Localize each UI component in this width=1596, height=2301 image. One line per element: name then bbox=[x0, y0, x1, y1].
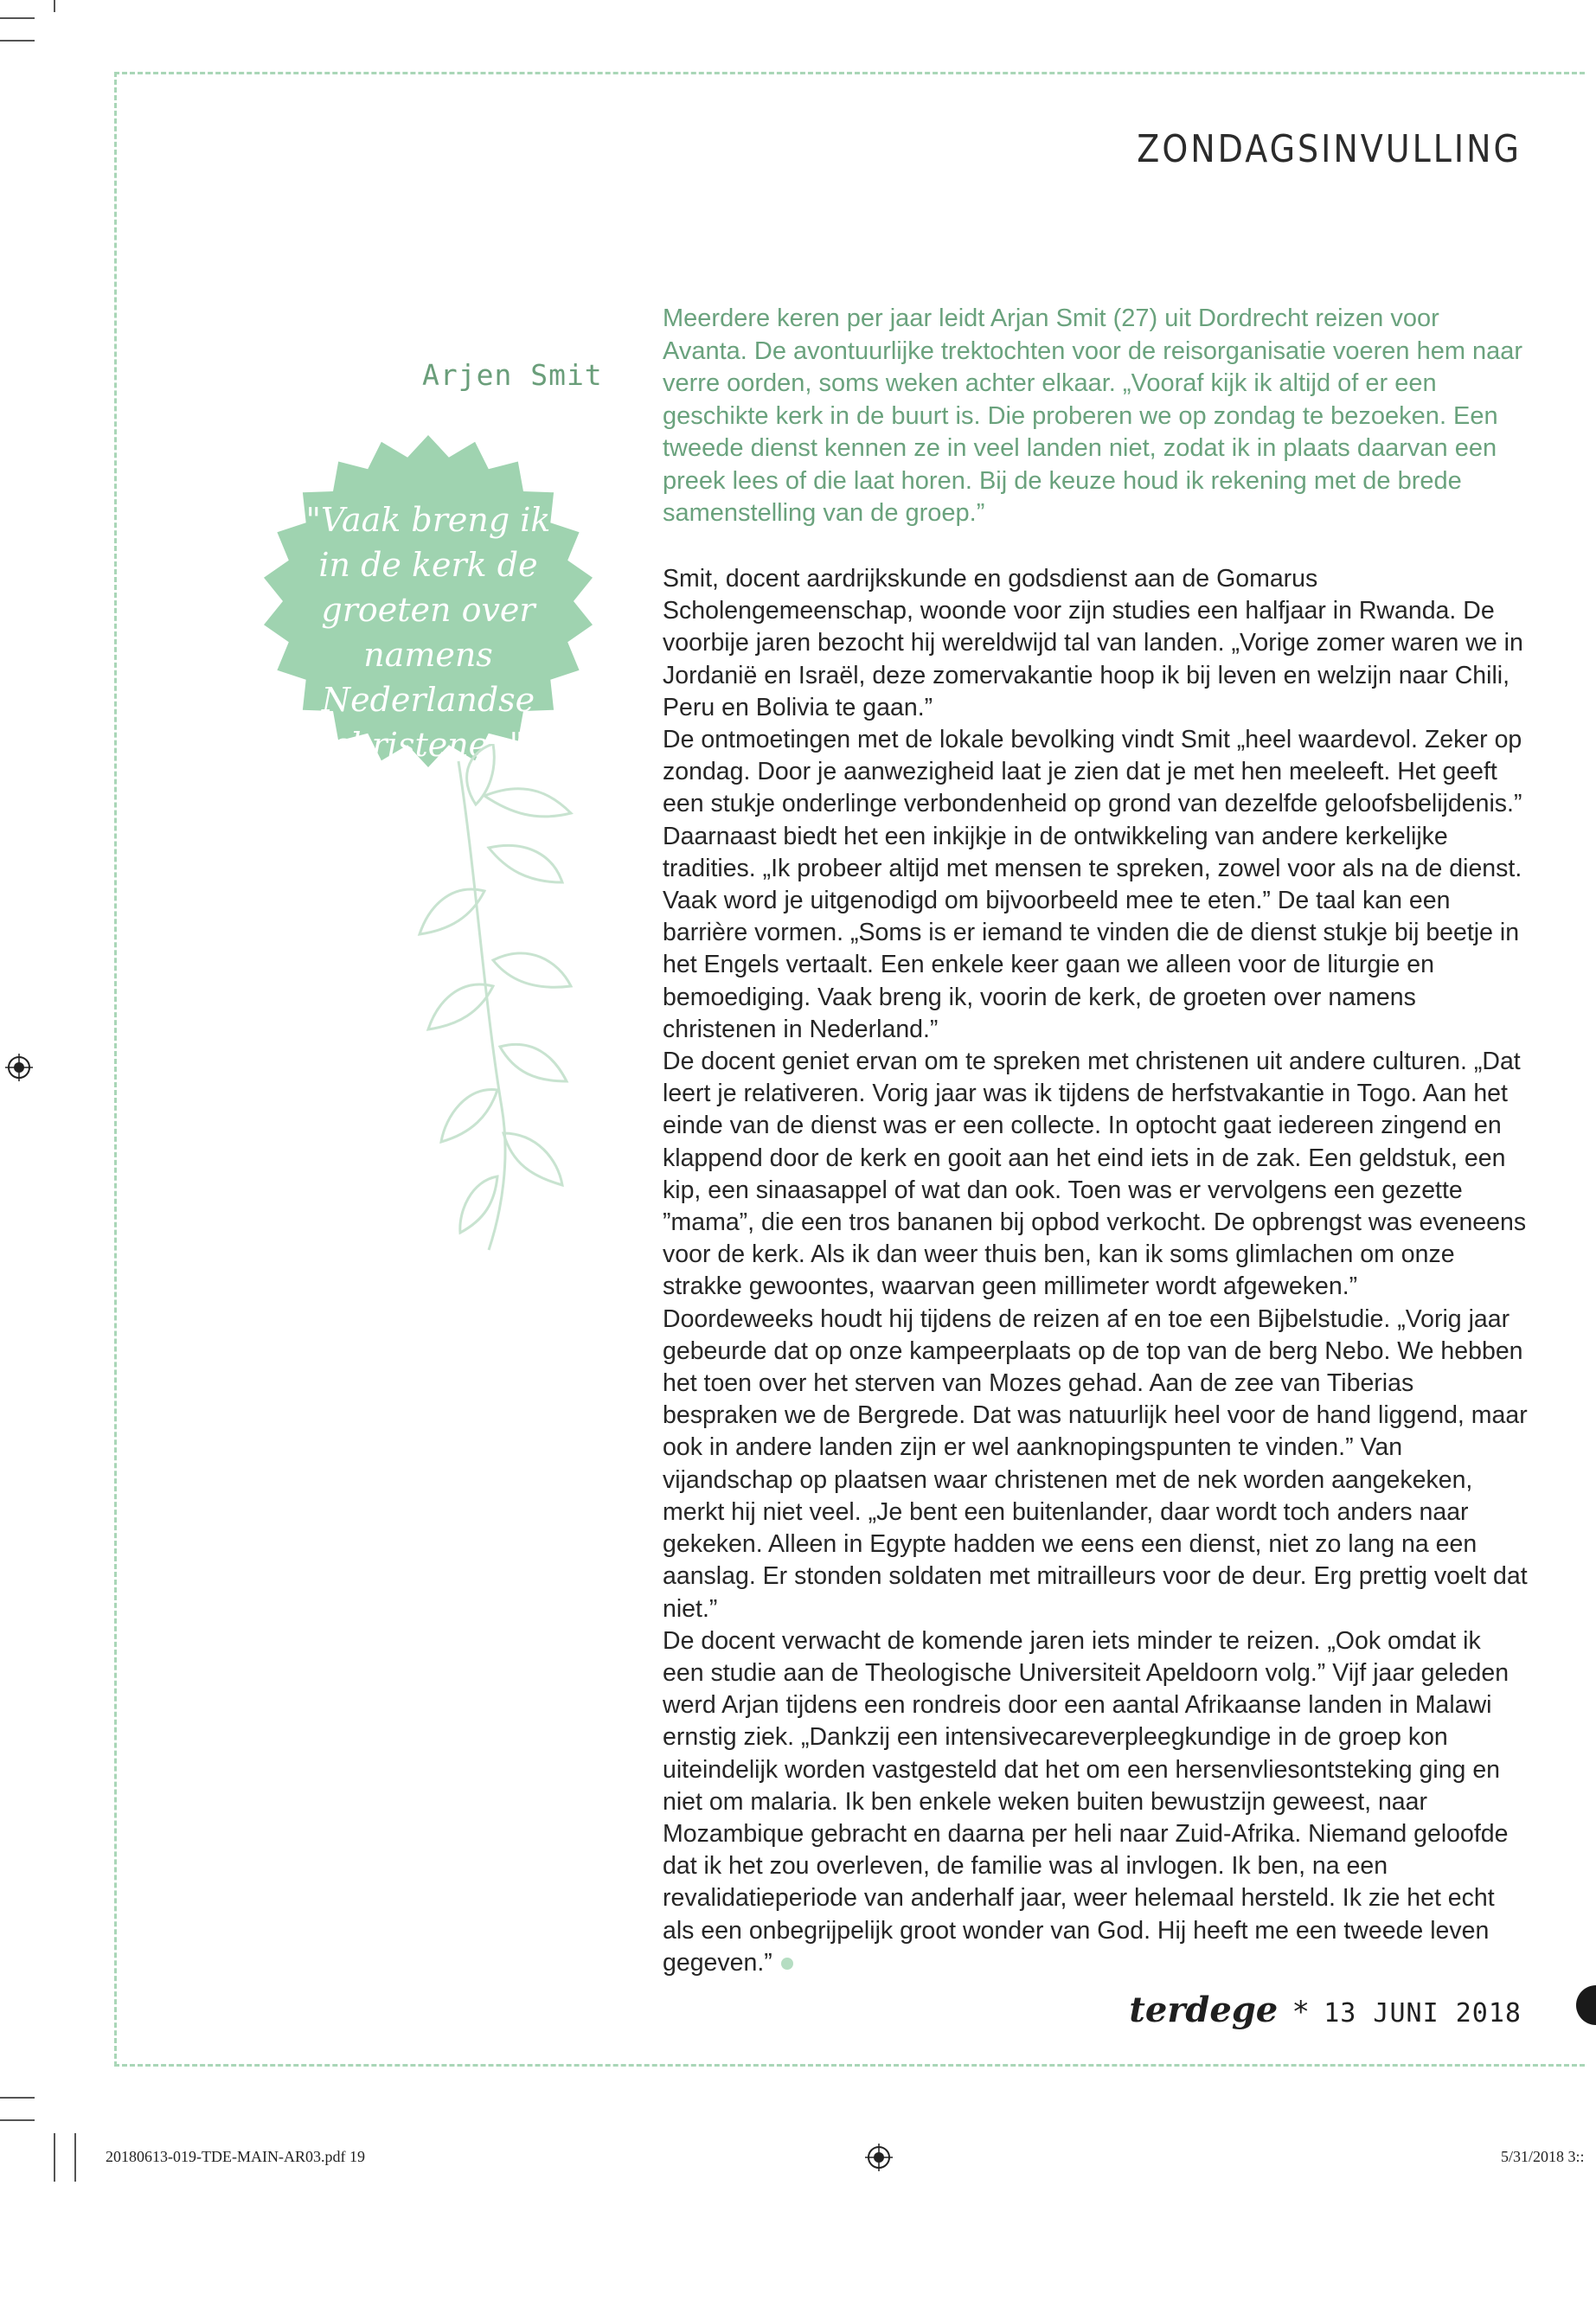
registration-mark-icon bbox=[5, 1054, 33, 1081]
crop-mark bbox=[0, 2119, 35, 2121]
print-slug-file: 20180613-019-TDE-MAIN-AR03.pdf 19 bbox=[106, 2148, 365, 2165]
body-paragraph: De docent geniet ervan om te spreken met christenen uit andere culturen. „Dat leert je relativeren. Vorig jaar was ik tijdens de herfstvakantie in Togo. Aan het einde van de dienst was er een collecte. In optocht gaat iedereen zingend en klappend door de kerk en gooit aan het eind iets in de zak. Een geldstuk, een kip, een sinaasappel of wat dan ook. Toen was er vervolgens een gezette ”mama”, die een tros bananen bij opbod verkocht. De opbrengst was eveneens voor de kerk. Als ik dan weer thuis ben, kan ik soms glimlachen om onze strakke gewoontes, waarvan geen millimeter wordt afgeweken.” bbox=[663, 1048, 1527, 1301]
registration-mark-icon bbox=[865, 2144, 893, 2171]
pull-quote: "Vaak breng ik in de kerk de groeten over namens Nederlandse christenen" bbox=[305, 501, 551, 764]
page-footer bbox=[1129, 1990, 1522, 2030]
body-paragraph: De ontmoetingen met de lokale bevolking vindt Smit „heel waardevol. Zeker op zondag. Door je aanwezigheid laat je zien dat je met hen meeleeft. Het geeft een stukje onderlinge verbondenheid op grond van dezelfde geloofsbelijdenis.” Daarnaast biedt het een inkijkje in de ontwikkeling van andere kerkelijke tradities. „Ik probeer altijd met mensen te spreken, zowel voor als na de dienst. Vaak word je uitgenodigd om bijvoorbeeld mee te eten.” De taal kan een barrière vormen. „Soms is er iemand te vinden die de dienst stukje bij beetje in het Engels vertaalt. Een enkele keer gaan we alleen voor de liturgie en bemoediging. Vaak breng ik, voorin de kerk, de groeten over namens christenen in Nederland.” bbox=[663, 726, 1522, 1043]
article-intro: Meerdere keren per jaar leidt Arjan Smit (27) uit Dordrecht reizen voor Avanta. De avontuurlijke trektochten voor de reisorganisatie voeren hem naar verre oorden, soms weken achter elkaar. „Vooraf kijk ik altijd of er een geschikte kerk in de buurt is. Die proberen we op zondag te bezoeken. Een tweede dienst kennen ze in veel landen niet, zodat ik in plaats daarvan een preek lees of die laat horen. Bij de keuze houd ik rekening met de brede samenstelling van de groep.” bbox=[663, 304, 1523, 527]
section-title: ZONDAGSINVULLING bbox=[1137, 126, 1522, 171]
person-name: Arjen Smit bbox=[422, 358, 603, 392]
crop-mark bbox=[0, 2097, 35, 2099]
body-paragraph: Doordeweeks houdt hij tijdens de reizen af en toe een Bijbelstudie. „Vorig jaar gebeurde dat op onze kampeerplaats op de top van de berg Nebo. We hebben het toen over het sterven van Mozes gehad. Aan de zee van Tiberias bespraken we de Bergrede. Dat was natuurlijk heel voor de hand liggend, maar ook in andere landen zijn er wel aanknopingspunten te vinden.” Van vijandschap op plaatsen waar christenen met de nek worden aangekeken, merkt hij niet veel. „Je bent een buitenlander, daar wordt toch anders naar gekeken. Alleen in Egypte hadden we eens een dienst, niet zo lang na een aanslag. Er stonden soldaten met mitrailleurs voor de deur. Erg prettig voelt dat niet.” bbox=[663, 1304, 1528, 1623]
body-paragraph-text: De docent verwacht de komende jaren iets minder te reizen. „Ook omdat ik een studie aan de Theologische Universiteit Apeldoorn volg.” Vijf jaar geleden werd Arjan tijdens een rondreis door een aantal Afrikaanse landen in Malawi ernstig ziek. „Dankzij een intensivecareverpleegkundige in de groep kon uiteindelijk worden vastgesteld dat het om een hersenvliesontsteking ging en niet om malaria. Ik ben enkele weken buiten bewustzijn geweest, naar Mozambique gebracht en daarna per heli naar Zuid-Afrika. Niemand geloofde dat ik het zou overleven, de familie was al invlogen. Ik ben, na een revalidatieperiode van anderhalf jaar, weer helemaal hersteld. Ik zie het echt als een onbegrijpelijk groot wonder van God. Hij heeft me een tweede leven gegeven.” bbox=[663, 1626, 1509, 1977]
vine-illustration bbox=[407, 744, 580, 1254]
print-slug-timestamp: 5/31/2018 3:: bbox=[1501, 2148, 1585, 2165]
magazine-logo: terdege bbox=[1129, 1990, 1279, 2030]
end-mark-icon bbox=[781, 1958, 793, 1970]
crop-mark bbox=[54, 0, 55, 12]
issue-date: 13 JUNI 2018 bbox=[1324, 1998, 1522, 2029]
separator-star: * bbox=[1293, 1995, 1309, 2029]
body-paragraph: Smit, docent aardrijkskunde en godsdienst aan de Gomarus Scholengemeenschap, woonde voor zijn studies een halfjaar in Rwanda. De voorbije jaren bezocht hij wereldwijd tal van landen. „Vorige zomer waren we in Jordanië en Israël, deze zomervakantie hoop ik bij leven en welzijn naar Chili, Peru en Bolivia te gaan.” bbox=[663, 565, 1523, 721]
body-paragraph bbox=[663, 1625, 1528, 1979]
crop-mark bbox=[54, 2133, 55, 2182]
crop-mark bbox=[0, 17, 35, 19]
crop-mark bbox=[0, 40, 35, 42]
crop-mark bbox=[74, 2133, 76, 2182]
article-body bbox=[663, 563, 1528, 1979]
